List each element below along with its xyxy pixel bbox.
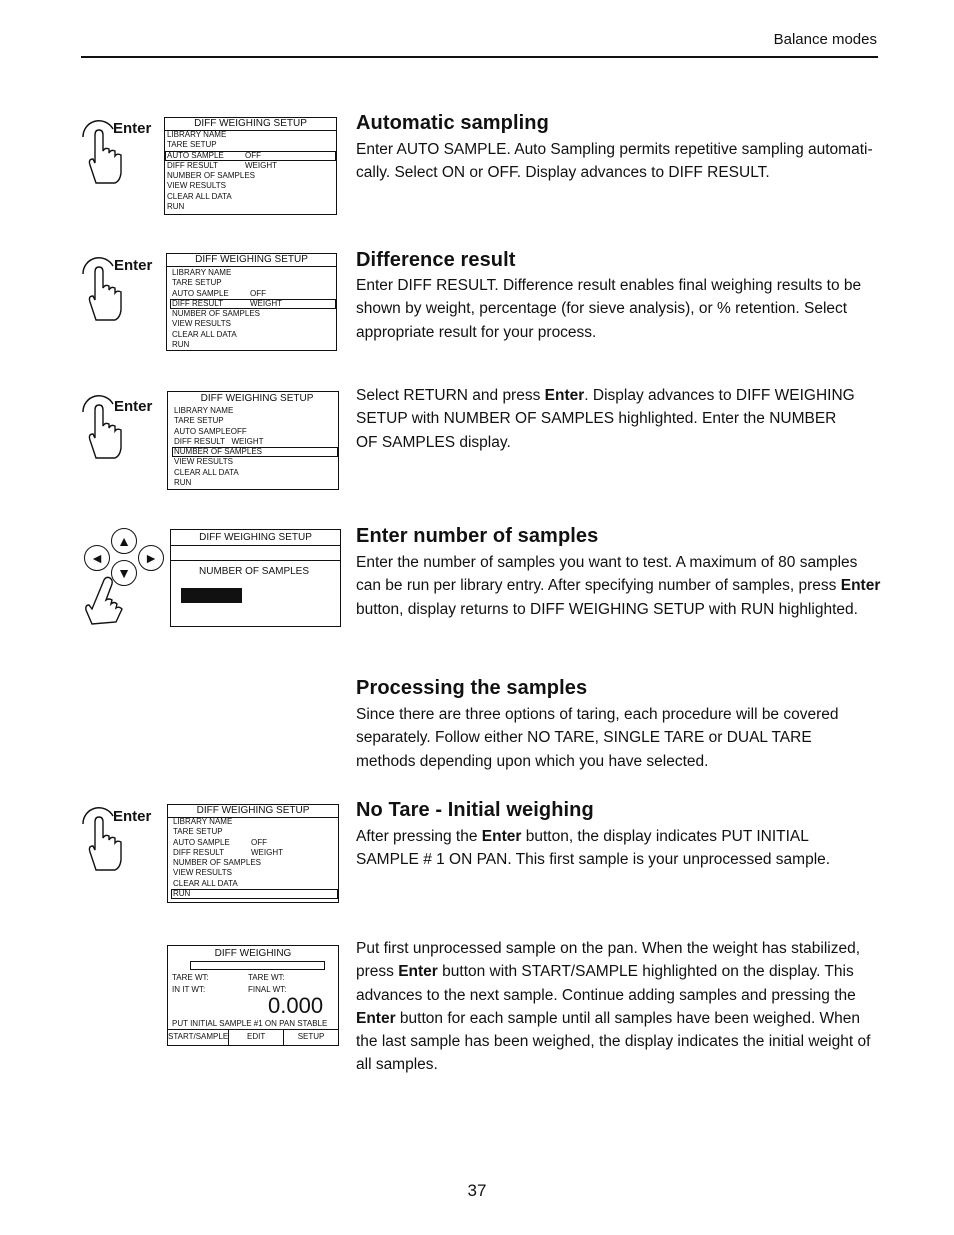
menu-item-diff-result [171, 848, 338, 858]
tare-weight-label: TARE WT: [172, 973, 209, 982]
text-put-first-sample [356, 937, 874, 1077]
final-weight-label: FINAL WT: [248, 985, 287, 994]
page-number: 37 [467, 1181, 487, 1200]
divider [171, 545, 340, 546]
text-run: . Display advances to DIFF WEIGHING SETUP with NUMBER OF SAMPLES highlighted. Enter the NUMBER OF SAMPLES display. [356, 387, 855, 451]
menu-item-tare-setup: TARE SETUP [174, 416, 224, 426]
heading-enter-number-of-samples: Enter number of samples [356, 525, 599, 547]
weight-reading: 0.000 [268, 993, 324, 1018]
softkey-bar [168, 1029, 338, 1045]
menu-item-clear-all-data: CLEAR ALL DATA [167, 191, 232, 201]
menu-item-library-name: LIBRARY NAME [173, 817, 233, 826]
divider [171, 560, 340, 561]
menu-item-value: OFF [250, 288, 266, 298]
menu-item-view-results: VIEW RESULTS [172, 319, 231, 329]
heading-automatic-sampling: Automatic sampling [356, 112, 549, 134]
menu-item-value: OFF [245, 150, 261, 160]
menu-item-view-results: VIEW RESULTS [173, 868, 232, 878]
enter-key-word: Enter [398, 963, 438, 981]
menu-item-clear-all-data: CLEAR ALL DATA [174, 467, 239, 477]
menu-item-value: WEIGHT [250, 298, 282, 308]
menu-item-view-results: VIEW RESULTS [174, 457, 233, 467]
running-header: Balance modes [773, 31, 877, 48]
text-run: button, the display indicates PUT INITIAL SAMPLE # 1 ON PAN. This first sample is your unprocessed sample. [356, 828, 831, 869]
number-of-samples-display [170, 529, 341, 627]
display-title: DIFF WEIGHING SETUP [196, 805, 310, 816]
menu-item-clear-all-data: CLEAR ALL DATA [173, 878, 238, 888]
arrow-down-icon: ▼ [111, 560, 137, 586]
menu-item-label: AUTO SAMPLE [173, 837, 230, 847]
arrow-up-icon: ▲ [111, 528, 137, 554]
text-enter-number-of-samples [356, 551, 881, 621]
menu-item-tare-setup: TARE SETUP [167, 140, 217, 150]
divider [167, 266, 336, 267]
arrow-right-icon: ► [138, 545, 164, 571]
progress-bar [190, 961, 325, 970]
setup-softkey[interactable]: SETUP [297, 1032, 325, 1041]
text-return-step [356, 384, 856, 454]
menu-item-label: AUTO SAMPLE [167, 150, 224, 160]
menu-item-diff-result: DIFF RESULT WEIGHT [174, 436, 264, 446]
number-of-samples-field[interactable] [181, 588, 242, 603]
hand-press-icon [82, 570, 132, 626]
tare-weight-label: TARE WT: [248, 973, 285, 982]
status-message: PUT INITIAL SAMPLE #1 ON PAN STABLE [172, 1019, 328, 1028]
menu-item-value: OFF [251, 837, 267, 847]
menu-item-run: RUN [174, 478, 192, 488]
text-run: Put first unprocessed sample on the pan. When the weight has stabilized, press [356, 940, 861, 981]
enter-key-word: Enter [356, 1009, 396, 1027]
text-no-tare [356, 825, 871, 872]
enter-key-label: Enter [113, 808, 152, 825]
diff-weighing-setup-display [164, 117, 337, 215]
menu-item-diff-result [165, 161, 336, 171]
initial-weight-label: IN IT WT: [172, 985, 206, 994]
menu-item-diff-result [170, 299, 336, 309]
enter-key-label: Enter [113, 120, 152, 137]
menu-item-auto-sample [170, 289, 336, 299]
menu-item-run: RUN [167, 202, 185, 212]
text-run: Enter the number of samples you want to test. A maximum of 80 samples can be run per library entry. After specifying number of samples, press [356, 554, 858, 595]
menu-item-library-name: LIBRARY NAME [172, 268, 232, 277]
diff-weighing-setup-display [167, 391, 339, 490]
menu-item-tare-setup: TARE SETUP [173, 827, 223, 837]
start-sample-softkey[interactable]: START/SAMPLE [168, 1030, 229, 1045]
menu-item-number-of-samples: NUMBER OF SAMPLES [172, 309, 261, 319]
menu-item-auto-sample [171, 838, 338, 848]
enter-key-label: Enter [114, 257, 153, 274]
menu-item-label: AUTO SAMPLE [172, 288, 229, 298]
menu-item-clear-all-data: CLEAR ALL DATA [172, 329, 237, 339]
menu-item-label: DIFF RESULT [172, 298, 223, 308]
heading-processing-samples: Processing the samples [356, 677, 588, 699]
menu-item-value: WEIGHT [251, 847, 283, 857]
arrow-keypad [80, 526, 170, 626]
display-title: DIFF WEIGHING SETUP [195, 254, 308, 265]
menu-item-library-name: LIBRARY NAME [167, 130, 227, 139]
menu-item-auto-sample: AUTO SAMPLEOFF [174, 426, 247, 436]
menu-item-auto-sample [165, 151, 336, 161]
text-difference-result: Enter DIFF RESULT. Difference result enables final weighing results to be shown by weight, percentage (for sieve analysis), or % retention. Select appropriate result for your process. [356, 277, 862, 341]
text-run: button with START/SAMPLE highlighted on the display. This advances to the next sample. Continue adding samples and pressing the [356, 963, 856, 1004]
menu-item-tare-setup: TARE SETUP [172, 278, 222, 288]
menu-item-label: DIFF RESULT [167, 160, 218, 170]
menu-item-number-of-samples: NUMBER OF SAMPLES [172, 447, 338, 457]
menu-item-label: DIFF RESULT [173, 847, 224, 857]
enter-key-word: Enter [544, 387, 585, 404]
number-of-samples-label: NUMBER OF SAMPLES [199, 566, 310, 577]
menu-item-value: WEIGHT [245, 160, 277, 170]
menu-item-run: RUN [171, 889, 338, 899]
text-run: Select RETURN and press [356, 387, 545, 404]
text-processing-samples: Since there are three options of taring, each procedure will be covered separately. Follow either NO TARE, SINGLE TARE or DUAL TARE methods depending upon which you have selected. [356, 706, 839, 770]
arrow-left-icon: ◄ [84, 545, 110, 571]
diff-weighing-setup-display [167, 804, 339, 903]
menu-item-library-name: LIBRARY NAME [174, 406, 234, 415]
display-title: DIFF WEIGHING SETUP [194, 118, 307, 129]
heading-difference-result: Difference result [356, 249, 516, 271]
heading-no-tare: No Tare - Initial weighing [356, 799, 594, 821]
text-run: After pressing the [356, 828, 482, 845]
display-title: DIFF WEIGHING SETUP [200, 393, 314, 404]
edit-softkey[interactable]: EDIT [229, 1030, 284, 1045]
menu-item-number-of-samples: NUMBER OF SAMPLES [167, 171, 256, 181]
menu-item-number-of-samples: NUMBER OF SAMPLES [173, 858, 262, 868]
display-title: DIFF WEIGHING SETUP [199, 532, 312, 543]
menu-item-view-results: VIEW RESULTS [167, 181, 226, 191]
text-automatic-sampling: Enter AUTO SAMPLE. Auto Sampling permits repetitive sampling automati- cally. Select ON or OFF. Display advances to DIFF RESULT. [356, 141, 873, 182]
header-rule [81, 56, 878, 58]
enter-key-label: Enter [114, 398, 153, 415]
text-run: button for each sample until all samples have been weighed. When the last sample has been weighed, the display indicates the initial weight of all samples. [356, 1009, 871, 1074]
diff-weighing-display [167, 945, 339, 1046]
enter-key-word: Enter [840, 577, 881, 595]
diff-weighing-setup-display [166, 253, 337, 351]
enter-key-word: Enter [481, 828, 522, 845]
text-run: button, display returns to DIFF WEIGHING SETUP with RUN highlighted. [356, 600, 858, 618]
menu-item-run: RUN [172, 340, 190, 350]
display-title: DIFF WEIGHING [214, 948, 292, 959]
